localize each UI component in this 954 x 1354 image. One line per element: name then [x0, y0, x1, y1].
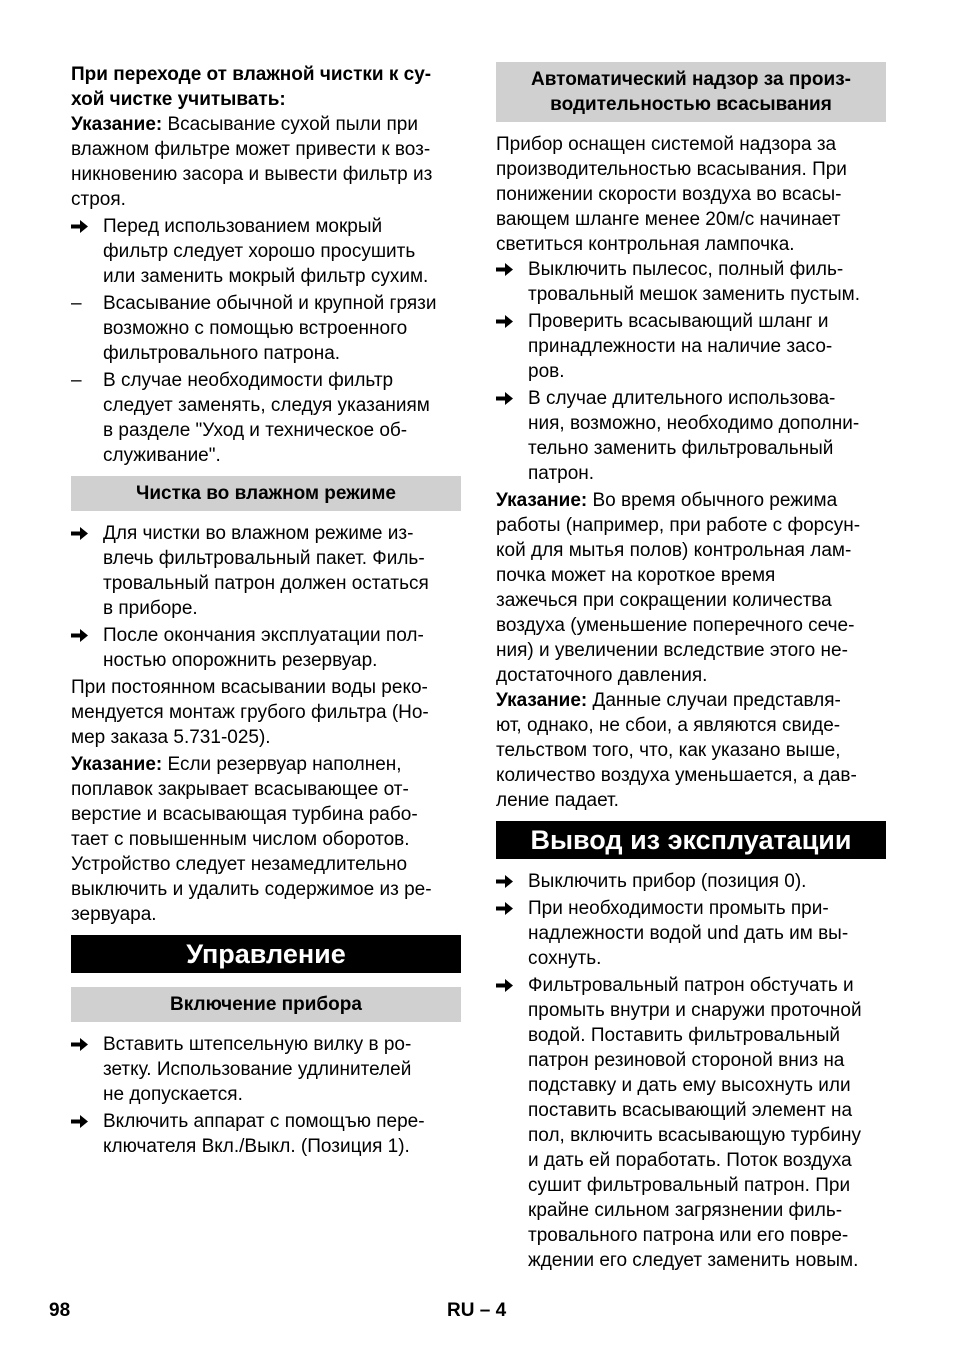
list-item-text: Проверить всасывающий шланг и принадлежности на наличие засо- ров. — [528, 311, 833, 382]
wet-cleaning-heading: Чистка во влажном режиме — [71, 476, 461, 511]
arrow-right-icon — [71, 1032, 103, 1107]
list-item — [496, 869, 886, 894]
list-item — [71, 521, 461, 621]
list-monitoring — [496, 257, 886, 486]
list-item — [71, 1032, 461, 1107]
note-label: Указание: — [496, 690, 588, 711]
page-label: RU – 4 — [447, 1300, 507, 1321]
list-switch-on — [71, 1032, 461, 1159]
list-decommission — [496, 869, 886, 1273]
dash-bullet: – — [71, 293, 82, 314]
note-paragraph — [71, 752, 461, 927]
coarse-filter-paragraph: При постоянном всасывании воды реко- мендуется монтаж грубого фильтра (Но- мер заказа 5.731-025). — [71, 677, 429, 748]
list-item — [71, 214, 461, 289]
list-item — [496, 309, 886, 384]
arrow-right-icon — [496, 973, 528, 1273]
arrow-right-icon — [71, 623, 103, 673]
dry-transition-heading: При переходе от влажной чистки к су- хой чистке учитывать: — [71, 64, 432, 110]
list-item — [496, 257, 886, 307]
note-paragraph — [71, 112, 461, 212]
list-item — [71, 368, 461, 468]
arrow-right-icon — [71, 1109, 103, 1159]
note-text: Данные случаи представля- ют, однако, не сбои, а являются свиде- тельством того, что, как указано выше, количество воздуха уменьшается, а дав- ление падает. — [496, 690, 857, 811]
list-item — [496, 896, 886, 971]
list-item-text: После окончания эксплуатации пол- ностью опорожнить резервуар. — [103, 625, 424, 671]
decommission-section-heading: Вывод из эксплуатации — [496, 821, 886, 859]
monitoring-paragraph: Прибор оснащен системой надзора за производительностью всасывания. При понижении скорости воздуха во всасы- вающем шланге менее 20м/с начинает светиться контрольная лампочка. — [496, 134, 847, 255]
operation-section-heading: Управление — [71, 935, 461, 973]
arrow-right-icon — [496, 309, 528, 384]
right-column — [496, 62, 886, 1273]
list-item — [71, 623, 461, 673]
page-number: 98 — [49, 1300, 71, 1321]
note-label: Указание: — [71, 754, 163, 775]
list-item — [496, 973, 886, 1273]
arrow-right-icon — [496, 257, 528, 307]
arrow-right-icon — [71, 214, 103, 289]
list-item-text: Для чистки во влажном режиме из- влечь фильтровальный пакет. Филь- тровальный патрон должен остаться в приборе. — [103, 523, 429, 619]
list-item-text: Выключить прибор (позиция 0). — [528, 871, 807, 892]
switch-on-heading: Включение прибора — [71, 987, 461, 1022]
note-text: Всасывание сухой пыли при влажном фильтре может привести к воз- никновению засора и вывести фильтр из строя. — [71, 114, 433, 210]
note-text: Если резервуар наполнен, поплавок закрывает всасывающее от- верстие и всасывающая турбина рабо- тает с повышенным числом оборотов. Устройство следует незамедлительно выключить и удалить содержимое из ре- зервуара. — [71, 754, 432, 925]
list-item-text: В случае необходимости фильтр следует заменять, следуя указаниям в разделе "Уход и техническое об- служивание". — [103, 370, 430, 466]
list-item-text: Фильтровальный патрон обстучать и промыть внутри и снаружи проточной водой. Поставить фильтровальный патрон резиновой стороной вниз на подставку и дать ему высохнуть или поставить всасывающий элемент на пол, включить всасывающую турбину и дать ей поработать. Поток воздуха сушит фильтровальный патрон. При крайне сильном загрязнении филь- тровального патрона или его повре- ждении его следует заменить новым. — [528, 975, 862, 1271]
auto-monitoring-heading: Автоматический надзор за произ- водительностью всасывания — [496, 62, 886, 122]
arrow-right-icon — [71, 521, 103, 621]
list-item-text: Выключить пылесос, полный филь- тровальный мешок заменить пустым. — [528, 259, 861, 305]
arrow-right-icon — [496, 896, 528, 971]
arrow-right-icon — [496, 869, 528, 894]
list-dry-transition — [71, 214, 461, 468]
list-item-text: Перед использованием мокрый фильтр следует хорошо просушить или заменить мокрый фильтр сухим. — [103, 216, 429, 287]
list-item-text: Включить аппарат с помощъю пере- ключателя Вкл./Выкл. (Позиция 1). — [103, 1111, 425, 1157]
note-label: Указание: — [496, 490, 588, 511]
list-item — [71, 1109, 461, 1159]
note-label: Указание: — [71, 114, 163, 135]
note-paragraph — [496, 688, 886, 813]
list-item — [496, 386, 886, 486]
list-item-text: Всасывание обычной и крупной грязи возможно с помощью встроенного фильтровального патрона. — [103, 293, 437, 364]
list-item — [71, 291, 461, 366]
list-wet-cleaning — [71, 521, 461, 673]
arrow-right-icon — [496, 386, 528, 486]
dash-bullet: – — [71, 370, 82, 391]
note-text: Во время обычного режима работы (например, при работе с форсун- кой для мытья полов) контрольная лам- почка может на короткое время зажечься при сокращении количества воздуха (уменьшение поперечного сече- ния) и увеличении вследствие этого не- достаточного давления. — [496, 490, 861, 686]
list-item-text: В случае длительного использова- ния, возможно, необходимо дополни- тельно заменить фильтровальный патрон. — [528, 388, 860, 484]
list-item-text: При необходимости промыть при- надлежности водой und дать им вы- сохнуть. — [528, 898, 849, 969]
left-column — [71, 62, 461, 1159]
note-paragraph — [496, 488, 886, 688]
list-item-text: Вставить штепсельную вилку в ро- зетку. Использование удлинителей не допускается. — [103, 1034, 412, 1105]
